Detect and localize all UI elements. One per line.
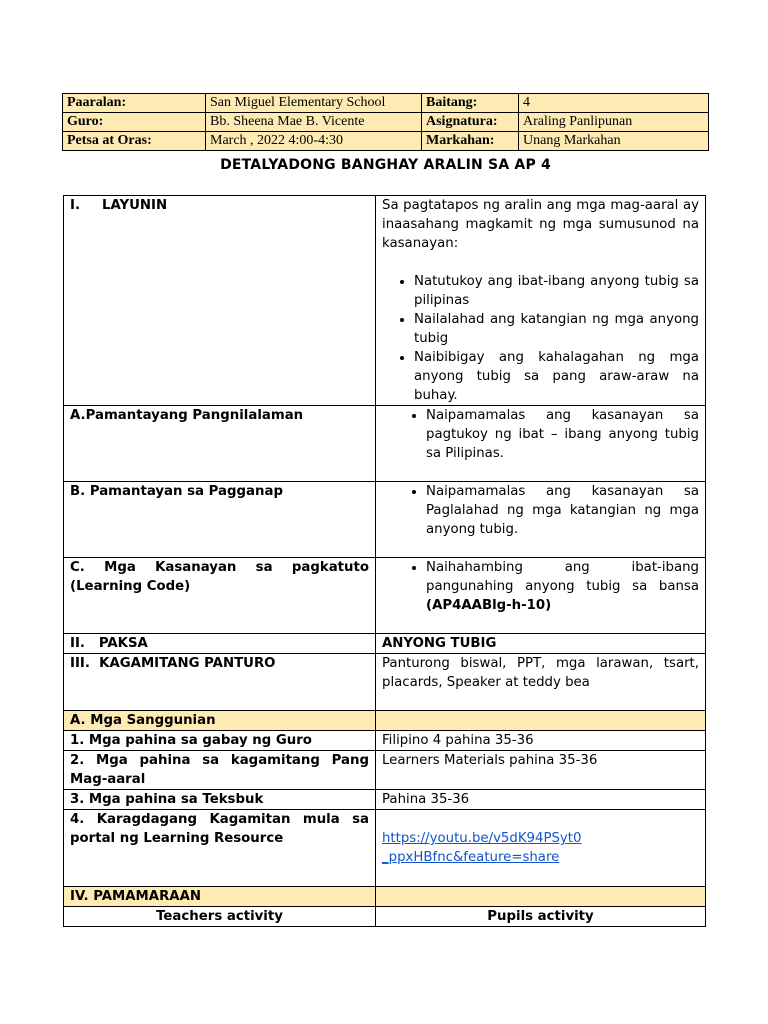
document-title: DETALYADONG BANGHAY ARALIN SA AP 4 bbox=[220, 157, 551, 173]
info-row bbox=[63, 113, 709, 132]
competency-text: Naihahambing ang ibat-ibang pangunahing anyong tubig sa bansa bbox=[426, 560, 699, 594]
lesson-plan-table bbox=[63, 195, 706, 927]
list-item: • Natutukoy ang ibat-ibang anyong tubig sa pilipinas bbox=[414, 272, 699, 310]
objectives-list bbox=[382, 272, 699, 405]
teacher-label: Guro: bbox=[63, 113, 206, 132]
materials-row bbox=[64, 654, 706, 711]
content-standard-content bbox=[376, 406, 706, 482]
procedure-header-empty bbox=[376, 887, 706, 907]
reference-row bbox=[64, 790, 706, 810]
materials-value: Panturong biswal, PPT, mga larawan, tsart, placards, Speaker at teddy bea bbox=[376, 654, 706, 711]
list-item: • Nailalahad ang katangian ng mga anyong tubig bbox=[414, 310, 699, 348]
teacher-value: Bb. Sheena Mae B. Vicente bbox=[206, 113, 422, 132]
reference-label: 3. Mga pahina sa Teksbuk bbox=[64, 790, 376, 810]
pupils-activity-header: Pupils activity bbox=[376, 907, 706, 927]
quarter-label: Markahan: bbox=[422, 132, 519, 151]
grade-label: Baitang: bbox=[422, 94, 519, 113]
school-info-table bbox=[62, 93, 709, 151]
competency-label: C. Mga Kasanayan sa pagkatuto (Learning Code) bbox=[64, 558, 376, 634]
school-value: San Miguel Elementary School bbox=[206, 94, 422, 113]
topic-row bbox=[64, 634, 706, 654]
topic-label: II. PAKSA bbox=[64, 634, 376, 654]
objectives-intro: Sa pagtatapos ng aralin ang mga mag-aaral ay inaasahang magkamit ng mga sumusunod na kasanayan: bbox=[382, 198, 699, 251]
list-item: • Naipamamalas ang kasanayan sa Paglalahad ng mga katangian ng mga anyong tubig. bbox=[426, 482, 699, 539]
teachers-activity-header: Teachers activity bbox=[64, 907, 376, 927]
reference-value: Filipino 4 pahina 35-36 bbox=[376, 731, 706, 751]
performance-standard-row bbox=[64, 482, 706, 558]
procedure-header-row bbox=[64, 887, 706, 907]
objectives-number: I. bbox=[70, 198, 80, 213]
reference-link-cell bbox=[376, 810, 706, 887]
objectives-row bbox=[64, 196, 706, 406]
subject-value: Araling Panlipunan bbox=[519, 113, 709, 132]
learning-code: (AP4AABlg-h-10) bbox=[426, 598, 552, 613]
list-item: • Naibibigay ang kahalagahan ng mga anyong tubig sa pang araw-araw na buhay. bbox=[414, 348, 699, 405]
reference-label: 2. Mga pahina sa kagamitang Pang Mag-aaral bbox=[64, 751, 376, 790]
materials-label: III. KAGAMITANG PANTURO bbox=[64, 654, 376, 711]
info-row bbox=[63, 94, 709, 113]
reference-label: 1. Mga pahina sa gabay ng Guro bbox=[64, 731, 376, 751]
reference-row bbox=[64, 751, 706, 790]
content-standard-label: A.Pamantayang Pangnilalaman bbox=[64, 406, 376, 482]
performance-standard-label: B. Pamantayan sa Pagganap bbox=[64, 482, 376, 558]
competency-row bbox=[64, 558, 706, 634]
list-item: • Naipamamalas ang kasanayan sa pagtukoy ng ibat – ibang anyong tubig sa Pilipinas. bbox=[426, 406, 699, 463]
objectives-label: LAYUNIN bbox=[102, 198, 168, 213]
reference-row bbox=[64, 810, 706, 887]
references-label: A. Mga Sanggunian bbox=[64, 711, 376, 731]
activity-columns-row bbox=[64, 907, 706, 927]
school-label: Paaralan: bbox=[63, 94, 206, 113]
procedure-label: IV. PAMAMARAAN bbox=[64, 887, 376, 907]
objectives-label-cell bbox=[64, 196, 376, 406]
references-header-row bbox=[64, 711, 706, 731]
performance-standard-content bbox=[376, 482, 706, 558]
list-item bbox=[426, 558, 699, 615]
reference-value: Pahina 35-36 bbox=[376, 790, 706, 810]
date-value: March , 2022 4:00-4:30 bbox=[206, 132, 422, 151]
references-header-empty bbox=[376, 711, 706, 731]
reference-row bbox=[64, 731, 706, 751]
objectives-content bbox=[376, 196, 706, 406]
resource-link-line2: _ppxHBfnc&feature=share bbox=[382, 850, 560, 865]
topic-value: ANYONG TUBIG bbox=[376, 634, 706, 654]
resource-link[interactable] bbox=[382, 831, 581, 865]
date-label: Petsa at Oras: bbox=[63, 132, 206, 151]
info-row bbox=[63, 132, 709, 151]
content-standard-row bbox=[64, 406, 706, 482]
quarter-value: Unang Markahan bbox=[519, 132, 709, 151]
reference-value: Learners Materials pahina 35-36 bbox=[376, 751, 706, 790]
reference-label: 4. Karagdagang Kagamitan mula sa portal ng Learning Resource bbox=[64, 810, 376, 887]
grade-value: 4 bbox=[519, 94, 709, 113]
subject-label: Asignatura: bbox=[422, 113, 519, 132]
competency-content bbox=[376, 558, 706, 634]
resource-link-line1: https://youtu.be/v5dK94PSyt0 bbox=[382, 831, 582, 846]
